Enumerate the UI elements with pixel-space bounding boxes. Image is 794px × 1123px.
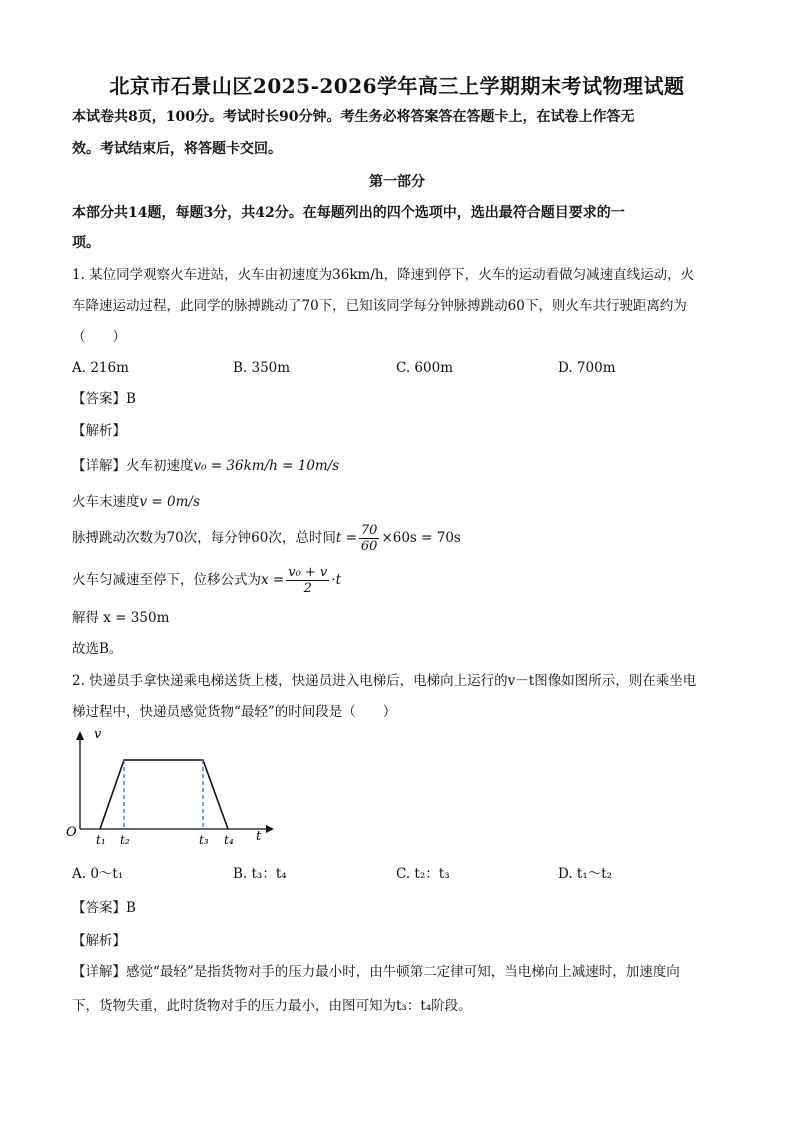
q2-detail-line-2: 下，货物失重，此时货物对手的压力最小，由图可知为t₃：t₄阶段。	[72, 998, 472, 1014]
q1-option-c: C. 600m	[396, 360, 453, 376]
q1-option-b: B. 350m	[233, 360, 291, 376]
velocity-curve	[100, 760, 228, 829]
q1-answer: 【答案】B	[72, 391, 136, 407]
q2-option-b: B. t₃：t₄	[233, 866, 287, 882]
q2-option-a: A. 0～t₁	[72, 866, 124, 882]
q2-stem-line-1: 2. 快递员手拿快递乘电梯送货上楼，快递员进入电梯后，电梯向上运行的v－t图像如图所示，则在乘坐电	[72, 673, 697, 689]
q1-detail-4-denominator: 2	[303, 581, 312, 596]
t3-label: t₃	[199, 833, 209, 847]
q1-detail-4	[72, 562, 341, 598]
q1-detail-2-formula: v = 0m/s	[139, 494, 200, 510]
q2-detail-line-1: 【详解】感觉“最轻”是指货物对手的压力最小时，由牛顿第二定律可知，当电梯向上减速时，加速度向	[72, 964, 680, 980]
q1-conclusion: 故选B。	[72, 641, 123, 657]
q1-option-d: D. 700m	[558, 360, 616, 376]
velocity-time-graph	[66, 728, 276, 853]
q2-option-c: C. t₂：t₃	[396, 866, 450, 882]
q2-analysis-label: 【解析】	[72, 933, 126, 949]
part-intro-line-2: 项。	[72, 235, 100, 251]
q1-detail-4-lhs: x =	[261, 572, 285, 588]
q1-detail-4-fraction	[286, 565, 329, 596]
q1-detail-4-rhs: ·t	[331, 572, 341, 588]
t4-label: t₄	[224, 833, 234, 847]
v-axis-label: v	[94, 728, 102, 742]
q1-detail-3	[72, 520, 461, 556]
instructions-line-1: 本试卷共8页，100分。考试时长90分钟。考生务必将答案答在答题卡上，在试卷上作答无	[72, 109, 635, 125]
q1-detail-4-text: 火车匀减速至停下，位移公式为	[72, 572, 261, 588]
t-axis-arrow	[266, 825, 274, 833]
q1-detail-3-rhs: ×60s = 70s	[381, 530, 461, 546]
exam-title: 北京市石景山区2025-2026学年高三上学期期末考试物理试题	[109, 74, 685, 98]
q1-detail-3-lhs: t =	[335, 530, 357, 546]
v-axis-arrow	[76, 731, 84, 740]
q2-option-d: D. t₁～t₂	[558, 866, 613, 882]
instructions-line-2: 效。考试结束后，将答题卡交回。	[72, 141, 282, 157]
q1-detail-2	[72, 492, 200, 512]
q1-detail-2-text: 火车末速度	[72, 494, 140, 510]
q2-answer: 【答案】B	[72, 900, 136, 916]
q1-detail-1-text: 【详解】火车初速度	[72, 458, 194, 474]
part-intro-line-1: 本部分共14题，每题3分，共42分。在每题列出的四个选项中，选出最符合题目要求的一	[72, 205, 625, 221]
t2-label: t₂	[120, 833, 130, 847]
part-heading: 第一部分	[369, 174, 425, 190]
q1-detail-3-text: 脉搏跳动次数为70次，每分钟60次，总时间	[72, 530, 336, 546]
origin-label: O	[66, 825, 77, 840]
q1-solve: 解得 x = 350m	[72, 610, 170, 626]
t1-label: t₁	[96, 833, 106, 847]
q1-stem-line-2: 车降速运动过程，此同学的脉搏跳动了70下，已知该同学每分钟脉搏跳动60下，则火车共行驶距离约为	[72, 298, 687, 314]
q1-stem-line-1: 1. 某位同学观察火车进站，火车由初速度为36km/h，降速到停下，火车的运动看做匀减速直线运动，火	[72, 267, 695, 283]
q1-detail-4-numerator: v₀ + v	[288, 565, 328, 580]
q1-detail-1-formula: v₀ = 36km/h = 10m/s	[193, 458, 340, 474]
q1-detail-1	[72, 456, 339, 476]
t-axis-label: t	[256, 829, 262, 844]
q1-analysis-label: 【解析】	[72, 423, 126, 439]
q1-detail-3-numerator: 70	[360, 523, 378, 538]
q2-stem-line-2: 梯过程中，快递员感觉货物“最轻”的时间段是（ ）	[72, 704, 397, 720]
q1-option-a: A. 216m	[72, 360, 129, 376]
q1-detail-3-denominator: 60	[360, 539, 378, 554]
q1-detail-3-fraction	[359, 523, 380, 554]
q1-stem-line-3: （ ）	[72, 329, 126, 345]
